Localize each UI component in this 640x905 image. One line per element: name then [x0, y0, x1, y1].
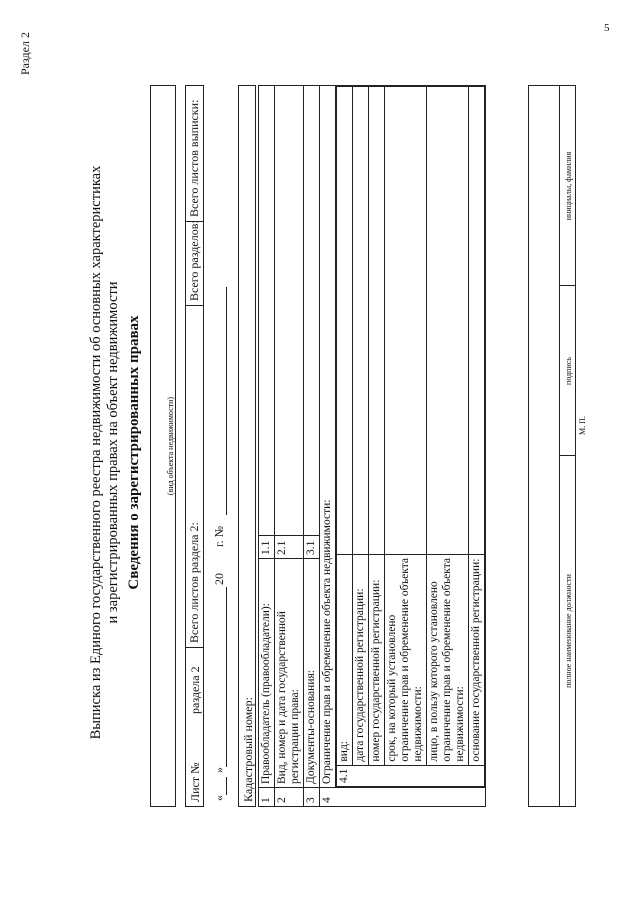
- close-quote: »: [212, 767, 226, 773]
- sub-row-label: срок, на который установлено ограничение прав и обременение объекта недвижимости:: [385, 554, 427, 765]
- page-number: 5: [604, 22, 610, 34]
- row-number: 3: [304, 788, 320, 807]
- sub-row-label: основание государственной регистрации:: [469, 554, 485, 765]
- row-code: 3.1: [304, 536, 320, 559]
- total-sheets-extract-label: Всего листов выписки:: [186, 86, 203, 222]
- row-label: Вид, номер и дата государственной регистрации права:: [275, 559, 304, 788]
- row-label: Документы-основания:: [304, 559, 320, 788]
- row-number: 4: [320, 788, 486, 807]
- table-row: [304, 86, 320, 807]
- row-number: 2: [275, 788, 304, 807]
- row-label: Ограничение прав и обременение объекта недвижимости:: [320, 86, 336, 788]
- table-row: [336, 86, 486, 807]
- total-sections-label: Всего разделов:: [186, 176, 203, 306]
- sub-row-number: 4.1: [337, 765, 485, 786]
- row-code: 1.1: [259, 536, 275, 559]
- row-value: [304, 86, 320, 536]
- sub-row-value: [469, 87, 485, 555]
- document-title-line-1: Выписка из Единого государственного реестра недвижимости об основных характеристиках: [88, 165, 104, 740]
- sub-row-value: [369, 87, 385, 555]
- name-caption: инициалы, фамилия: [564, 151, 573, 221]
- row-number: 1: [259, 788, 275, 807]
- total-sheets-section-label: Всего листов раздела 2:: [186, 484, 203, 648]
- sub-row-label: номер государственной регистрации:: [369, 554, 385, 765]
- row-code: 2.1: [275, 536, 304, 559]
- sub-row-label: дата государственной регистрации:: [353, 554, 369, 765]
- sub-row-value: [337, 87, 353, 555]
- cadastral-row: [238, 85, 256, 807]
- cadastral-label: Кадастровый номер:: [241, 697, 255, 802]
- table-row: [320, 86, 336, 807]
- table-row: [275, 86, 304, 807]
- signature-caption: подпись: [564, 357, 573, 385]
- sub-row-value: [385, 87, 427, 555]
- section-heading: Сведения о зарегистрированных правах: [126, 315, 142, 590]
- stamp-label: М. П.: [578, 416, 587, 435]
- sheet-no-label: Лист №: [188, 762, 202, 802]
- row-label: Правообладатель (правообладатели):: [259, 559, 275, 788]
- sub-row-label: вид:: [337, 554, 353, 765]
- sub-row-label: лицо, в пользу которого установлено ограничение прав и обременение объекта недвижимости:: [427, 554, 469, 765]
- header-row: [185, 85, 204, 807]
- signature-block: [528, 85, 576, 807]
- document-title-line-2: и зарегистрированных правах на объект недвижимости: [105, 281, 121, 624]
- section-sheet-label: раздела 2: [188, 666, 202, 714]
- row-value: [259, 86, 275, 536]
- sub-row-value: [353, 87, 369, 555]
- number-label: г. №: [212, 525, 226, 547]
- rights-table: [258, 85, 486, 807]
- table-row: [259, 86, 275, 807]
- year-prefix: 20: [212, 573, 226, 585]
- object-type-caption: (вид объекта недвижимости): [166, 396, 175, 496]
- position-caption: полное наименование должности: [564, 574, 573, 688]
- sub-row-value: [427, 87, 469, 555]
- section-label: Раздел 2: [18, 32, 32, 75]
- date-line: [208, 85, 228, 807]
- row-value: [275, 86, 304, 536]
- open-quote: «: [212, 795, 226, 801]
